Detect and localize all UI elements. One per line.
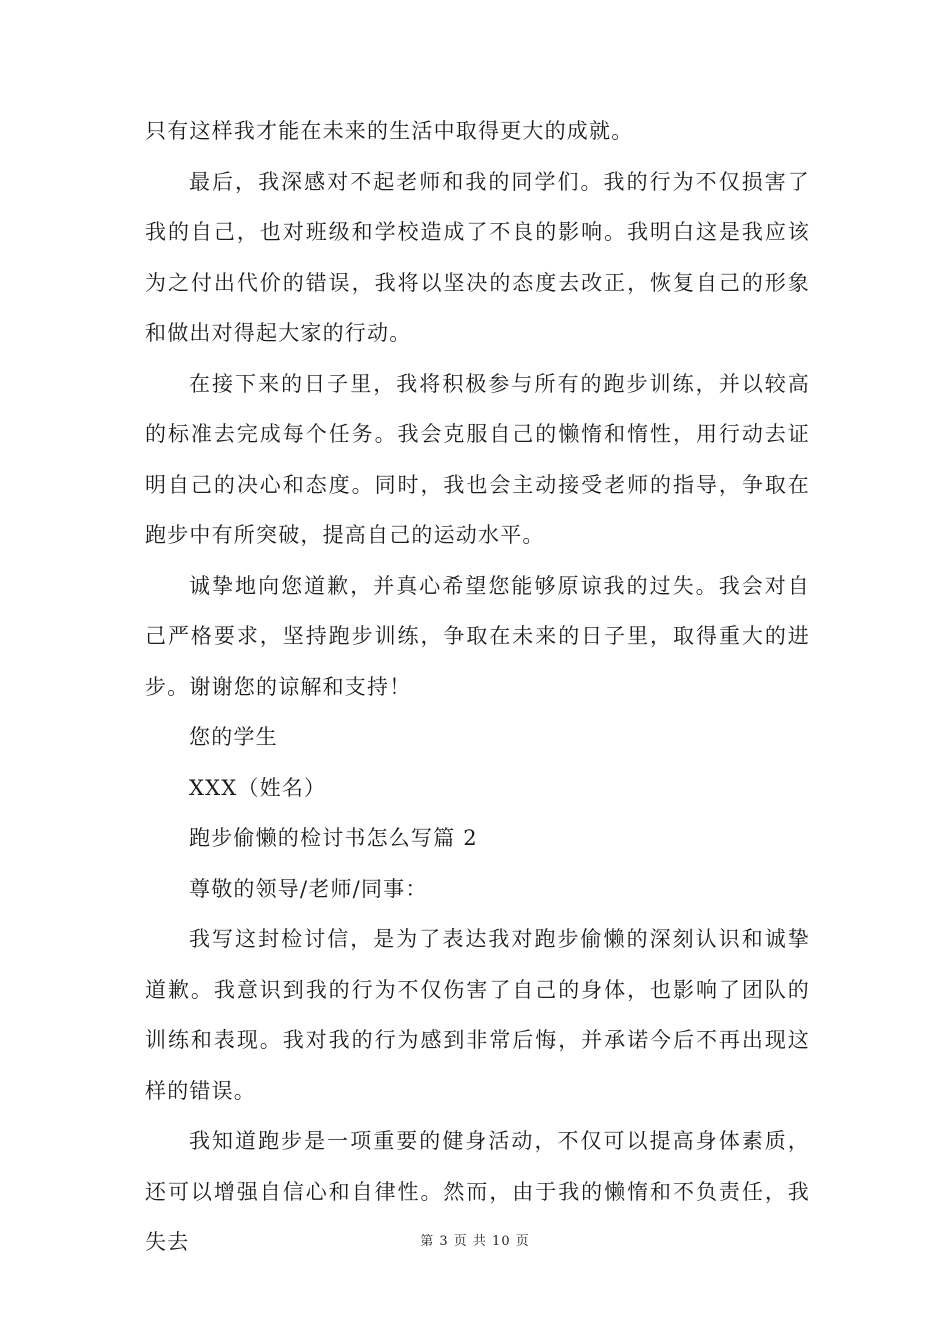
signature-line: 您的学生 <box>189 725 278 749</box>
salutation: 尊敬的领导/老师/同事： <box>189 876 428 901</box>
section-heading: 跑步偷懒的检讨书怎么写篇 2 <box>189 826 478 850</box>
paragraph-3: 在接下来的日子里，我将积极参与所有的跑步训练，并以较高的标准去完成每个任务。我会克服自己的懒惰和惰性，用行动去证明自己的决心和态度。同时，我也会主动接受老师的指导，争取在跑步中有所突破，提高自己的运动水平。 <box>145 371 810 547</box>
paragraph-4: 诚挚地向您道歉，并真心希望您能够原谅我的过失。我会对自己严格要求，坚持跑步训练，争取在未来的日子里，取得重大的进步。谢谢您的谅解和支持！ <box>145 573 810 699</box>
paragraph-5: 我写这封检讨信，是为了表达我对跑步偷懒的深刻认识和诚挚道歉。我意识到我的行为不仅伤害了自己的身体，也影响了团队的训练和表现。我对我的行为感到非常后悔，并承诺今后不再出现这样的错误。 <box>145 927 810 1103</box>
signature-name: XXX（姓名） <box>189 775 327 800</box>
paragraph-6: 我知道跑步是一项重要的健身活动，不仅可以提高身体素质，还可以增强自信心和自律性。然而，由于我的懒惰和不负责任，我失去 <box>145 1129 810 1254</box>
paragraph-1: 只有这样我才能在未来的生活中取得更大的成就。 <box>145 119 634 143</box>
document-body <box>145 106 810 1268</box>
paragraph-2: 最后，我深感对不起老师和我的同学们。我的行为不仅损害了我的自己，也对班级和学校造成了不良的影响。我明白这是我应该为之付出代价的错误，我将以坚决的态度去改正，恢复自己的形象和做出对得起大家的行动。 <box>145 169 810 345</box>
page-number: 第 3 页 共 10 页 <box>420 1234 530 1249</box>
